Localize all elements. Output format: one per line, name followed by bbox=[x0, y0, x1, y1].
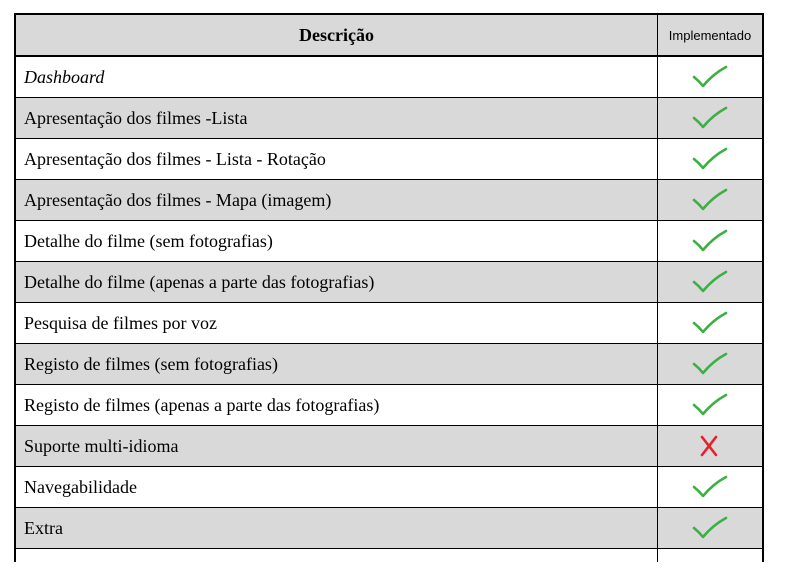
header-description: Descrição bbox=[16, 15, 658, 55]
table-row bbox=[16, 180, 762, 221]
row-description: Suporte multi-idioma bbox=[16, 426, 658, 466]
row-status bbox=[658, 262, 762, 302]
check-icon bbox=[686, 472, 734, 502]
table-row bbox=[16, 385, 762, 426]
row-status bbox=[658, 303, 762, 343]
check-icon bbox=[686, 144, 734, 174]
row-status bbox=[658, 57, 762, 97]
row-status bbox=[658, 98, 762, 138]
header-implemented: Implementado bbox=[668, 27, 752, 43]
row-status bbox=[658, 139, 762, 179]
table-row bbox=[16, 139, 762, 180]
row-description: Apresentação dos filmes -Lista bbox=[16, 98, 658, 138]
row-description: Pesquisa de filmes por voz bbox=[16, 303, 658, 343]
row-status bbox=[658, 508, 762, 548]
row-status bbox=[658, 344, 762, 384]
table-row-partial bbox=[16, 549, 762, 562]
row-description: Apresentação dos filmes - Lista - Rotação bbox=[16, 139, 658, 179]
check-icon bbox=[686, 185, 734, 215]
check-icon bbox=[686, 103, 734, 133]
check-icon bbox=[686, 267, 734, 297]
row-status bbox=[658, 385, 762, 425]
table-row bbox=[16, 508, 762, 549]
row-status bbox=[658, 467, 762, 507]
table-header bbox=[16, 15, 762, 57]
check-icon bbox=[686, 226, 734, 256]
row-status bbox=[658, 426, 762, 466]
row-description: Dashboard bbox=[16, 57, 658, 97]
row-description: Registo de filmes (sem fotografias) bbox=[16, 344, 658, 384]
check-icon bbox=[686, 349, 734, 379]
row-status bbox=[658, 180, 762, 220]
table-row bbox=[16, 344, 762, 385]
table-row bbox=[16, 262, 762, 303]
table-row bbox=[16, 98, 762, 139]
row-description: Apresentação dos filmes - Mapa (imagem) bbox=[16, 180, 658, 220]
features-table bbox=[14, 13, 764, 562]
table-row bbox=[16, 57, 762, 98]
table-row bbox=[16, 221, 762, 262]
row-description: Detalhe do filme (sem fotografias) bbox=[16, 221, 658, 261]
table-row bbox=[16, 303, 762, 344]
row-description: Detalhe do filme (apenas a parte das fotografias) bbox=[16, 262, 658, 302]
cross-icon bbox=[686, 431, 734, 461]
table-row bbox=[16, 467, 762, 508]
row-status bbox=[658, 221, 762, 261]
row-description: Navegabilidade bbox=[16, 467, 658, 507]
row-description: Registo de filmes (apenas a parte das fotografias) bbox=[16, 385, 658, 425]
check-icon bbox=[686, 513, 734, 543]
check-icon bbox=[686, 390, 734, 420]
table-row bbox=[16, 426, 762, 467]
row-description: Extra bbox=[16, 508, 658, 548]
check-icon bbox=[686, 62, 734, 92]
check-icon bbox=[686, 308, 734, 338]
